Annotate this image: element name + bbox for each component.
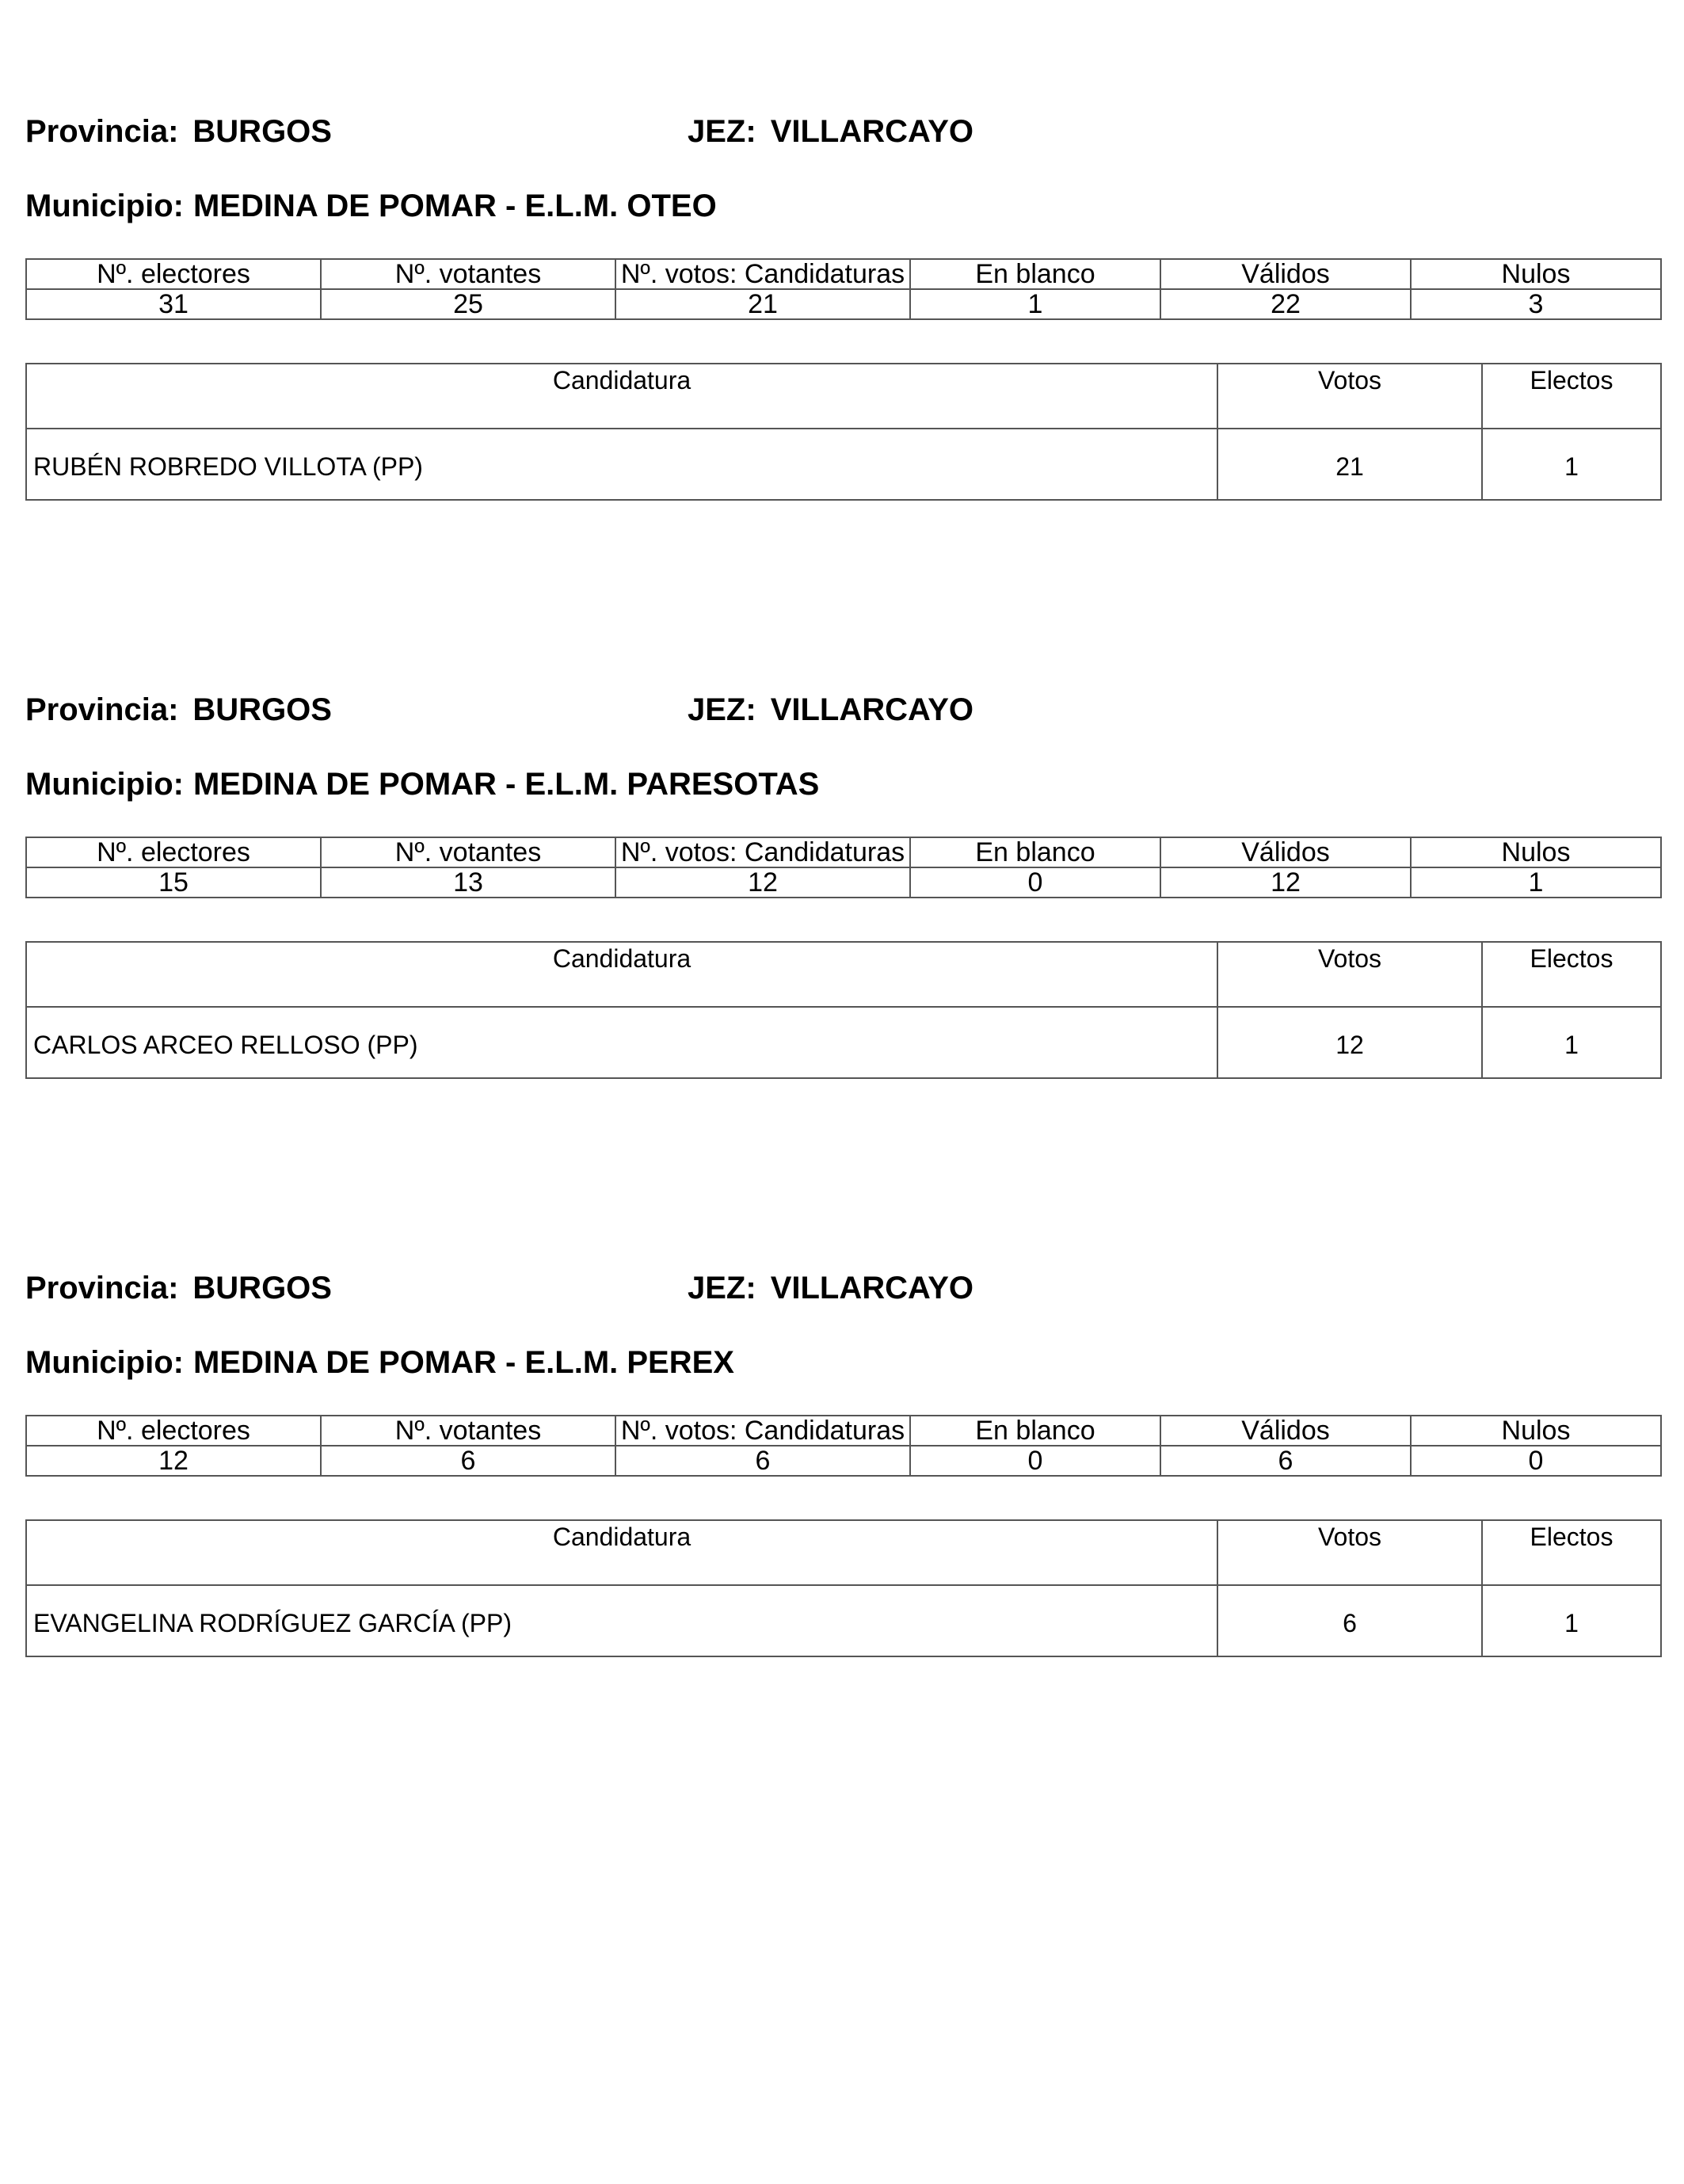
stats-header: Nº. electores [26, 1416, 321, 1446]
candidates-table [25, 1519, 1662, 1657]
stats-header-row [26, 1416, 1661, 1446]
provincia-label: Provincia: [25, 692, 179, 727]
result-section-perex [25, 1157, 1659, 1711]
stats-value-row [26, 867, 1661, 898]
candidates-header-row [26, 1520, 1661, 1585]
votos-header: Votos [1217, 942, 1482, 1007]
stats-value: 3 [1411, 289, 1661, 319]
provincia-header [25, 112, 332, 151]
electos-header: Electos [1482, 364, 1661, 429]
stats-table [25, 258, 1662, 320]
candidate-votos: 6 [1217, 1585, 1482, 1656]
stats-header: En blanco [910, 837, 1160, 867]
result-section-paresotas [25, 578, 1659, 1133]
stats-header: En blanco [910, 259, 1160, 289]
provincia-value: BURGOS [192, 114, 332, 149]
stats-header: Válidos [1160, 837, 1411, 867]
municipio-header [25, 187, 717, 225]
stats-value: 12 [615, 867, 910, 898]
table-row [26, 1585, 1661, 1656]
candidate-name: EVANGELINA RODRÍGUEZ GARCÍA (PP) [26, 1585, 1217, 1656]
stats-header: Nulos [1411, 837, 1661, 867]
stats-value: 31 [26, 289, 321, 319]
stats-header: Válidos [1160, 259, 1411, 289]
candidate-electos: 1 [1482, 1585, 1661, 1656]
provincia-value: BURGOS [192, 1271, 332, 1305]
municipio-label: Municipio: [25, 1345, 184, 1380]
stats-header: Nulos [1411, 259, 1661, 289]
candidates-header-row [26, 364, 1661, 429]
jez-header [688, 112, 973, 151]
candidates-table [25, 941, 1662, 1079]
stats-header: Nº. votantes [321, 1416, 615, 1446]
jez-label: JEZ: [688, 1271, 756, 1305]
stats-table [25, 1415, 1662, 1477]
stats-header: Nº. electores [26, 837, 321, 867]
municipio-header [25, 765, 819, 803]
candidate-name: CARLOS ARCEO RELLOSO (PP) [26, 1007, 1217, 1078]
votos-header: Votos [1217, 1520, 1482, 1585]
stats-header: Válidos [1160, 1416, 1411, 1446]
candidate-votos: 12 [1217, 1007, 1482, 1078]
stats-value: 15 [26, 867, 321, 898]
stats-value: 0 [910, 867, 1160, 898]
result-section-oteo [25, 0, 1659, 555]
stats-value: 21 [615, 289, 910, 319]
candidate-electos: 1 [1482, 1007, 1661, 1078]
stats-value: 1 [1411, 867, 1661, 898]
candidatura-header: Candidatura [26, 364, 1217, 429]
municipio-value: MEDINA DE POMAR - E.L.M. OTEO [192, 189, 717, 223]
stats-value-row [26, 1446, 1661, 1476]
candidatura-header: Candidatura [26, 942, 1217, 1007]
stats-header: Nº. votos: Candidaturas [615, 259, 910, 289]
provincia-label: Provincia: [25, 1271, 179, 1305]
municipio-header [25, 1344, 734, 1382]
electos-header: Electos [1482, 942, 1661, 1007]
electos-header: Electos [1482, 1520, 1661, 1585]
stats-table [25, 837, 1662, 898]
candidate-electos: 1 [1482, 429, 1661, 500]
stats-header-row [26, 837, 1661, 867]
stats-header-row [26, 259, 1661, 289]
stats-header: Nº. votos: Candidaturas [615, 837, 910, 867]
municipio-label: Municipio: [25, 189, 184, 223]
candidate-name: RUBÉN ROBREDO VILLOTA (PP) [26, 429, 1217, 500]
stats-value: 12 [1160, 867, 1411, 898]
jez-label: JEZ: [688, 692, 756, 727]
candidatura-header: Candidatura [26, 1520, 1217, 1585]
stats-header: Nº. votantes [321, 259, 615, 289]
stats-value: 0 [910, 1446, 1160, 1476]
jez-value: VILLARCAYO [770, 692, 974, 727]
jez-header [688, 1269, 973, 1307]
stats-value: 6 [1160, 1446, 1411, 1476]
stats-value: 12 [26, 1446, 321, 1476]
votos-header: Votos [1217, 364, 1482, 429]
provincia-header [25, 1269, 332, 1307]
candidates-header-row [26, 942, 1661, 1007]
candidates-table [25, 363, 1662, 501]
stats-value-row [26, 289, 1661, 319]
jez-header [688, 691, 973, 729]
provincia-value: BURGOS [192, 692, 332, 727]
stats-value: 13 [321, 867, 615, 898]
stats-header: Nº. electores [26, 259, 321, 289]
table-row [26, 429, 1661, 500]
stats-header: Nº. votos: Candidaturas [615, 1416, 910, 1446]
stats-value: 1 [910, 289, 1160, 319]
municipio-label: Municipio: [25, 767, 184, 802]
stats-value: 0 [1411, 1446, 1661, 1476]
stats-header: Nulos [1411, 1416, 1661, 1446]
jez-value: VILLARCAYO [770, 114, 974, 149]
stats-value: 22 [1160, 289, 1411, 319]
stats-value: 25 [321, 289, 615, 319]
provincia-label: Provincia: [25, 114, 179, 149]
jez-value: VILLARCAYO [770, 1271, 974, 1305]
municipio-value: MEDINA DE POMAR - E.L.M. PEREX [192, 1345, 734, 1380]
stats-header: En blanco [910, 1416, 1160, 1446]
table-row [26, 1007, 1661, 1078]
provincia-header [25, 691, 332, 729]
candidate-votos: 21 [1217, 429, 1482, 500]
stats-value: 6 [615, 1446, 910, 1476]
jez-label: JEZ: [688, 114, 756, 149]
stats-value: 6 [321, 1446, 615, 1476]
municipio-value: MEDINA DE POMAR - E.L.M. PARESOTAS [192, 767, 820, 802]
stats-header: Nº. votantes [321, 837, 615, 867]
